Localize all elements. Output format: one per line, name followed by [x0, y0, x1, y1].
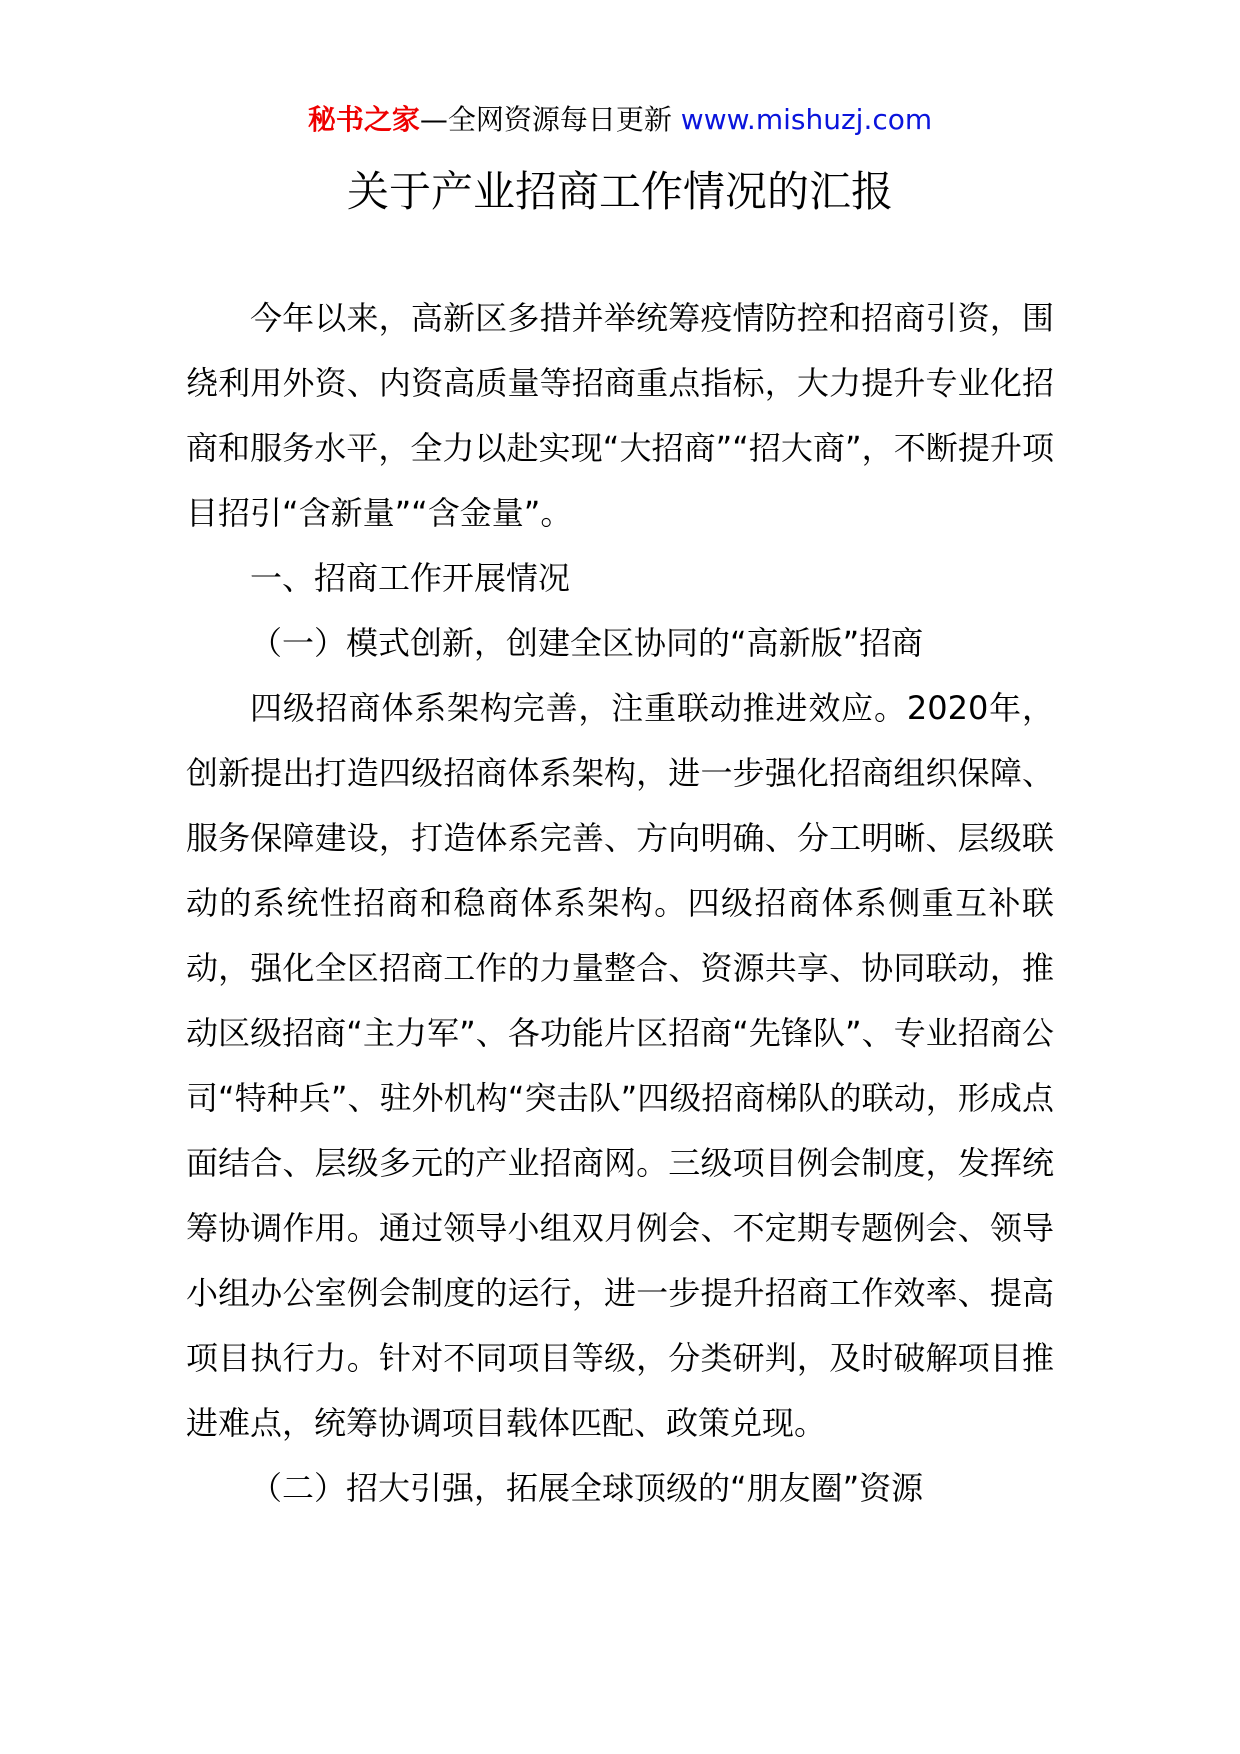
section-heading: 一、招商工作开展情况 [250, 559, 571, 597]
document-body [186, 286, 1054, 1521]
banner-brand: 秘书之家 [307, 103, 420, 136]
body-paragraph: 四级招商体系架构完善，注重联动推进效应。2020年，创新提出打造四级招商体系架构，进一步强化招商组织保障、服务保障建设，打造体系完善、方向明确、分工明晰、层级联动的系统性招商和稳商体系架构。四级招商体系侧重互补联动，强化全区招商工作的力量整合、资源共享、协同联动，推动区级招商“主力军”、各功能片区招商“先锋队”、专业招商公司“特种兵”、驻外机构“突击队”四级招商梯队的联动，形成点面结合、层级多元的产业招商网。三级项目例会制度，发挥统筹协调作用。通过领导小组双月例会、不定期专题例会、领导小组办公室例会制度的运行，进一步提升招商工作效率、提高项目执行力。针对不同项目等级，分类研判，及时破解项目推进难点，统筹协调项目载体匹配、政策兑现。 [186, 689, 1054, 1442]
banner-slogan: —全网资源每日更新 [419, 103, 672, 136]
intro-paragraph: 今年以来，高新区多措并举统筹疫情防控和招商引资，围绕利用外资、内资高质量等招商重点指标，大力提升专业化招商和服务水平，全力以赴实现“大招商”“招大商”，不断提升项目招引“含新量”“含金量”。 [186, 299, 1054, 532]
subsection-heading: （一）模式创新，创建全区协同的“高新版”招商 [250, 624, 924, 662]
banner-url[interactable]: www.mishuzj.com [680, 103, 933, 136]
watermark-banner [0, 100, 1240, 140]
subsection-heading: （二）招大引强，拓展全球顶级的“朋友圈”资源 [250, 1469, 924, 1507]
document-title: 关于产业招商工作情况的汇报 [346, 167, 893, 216]
